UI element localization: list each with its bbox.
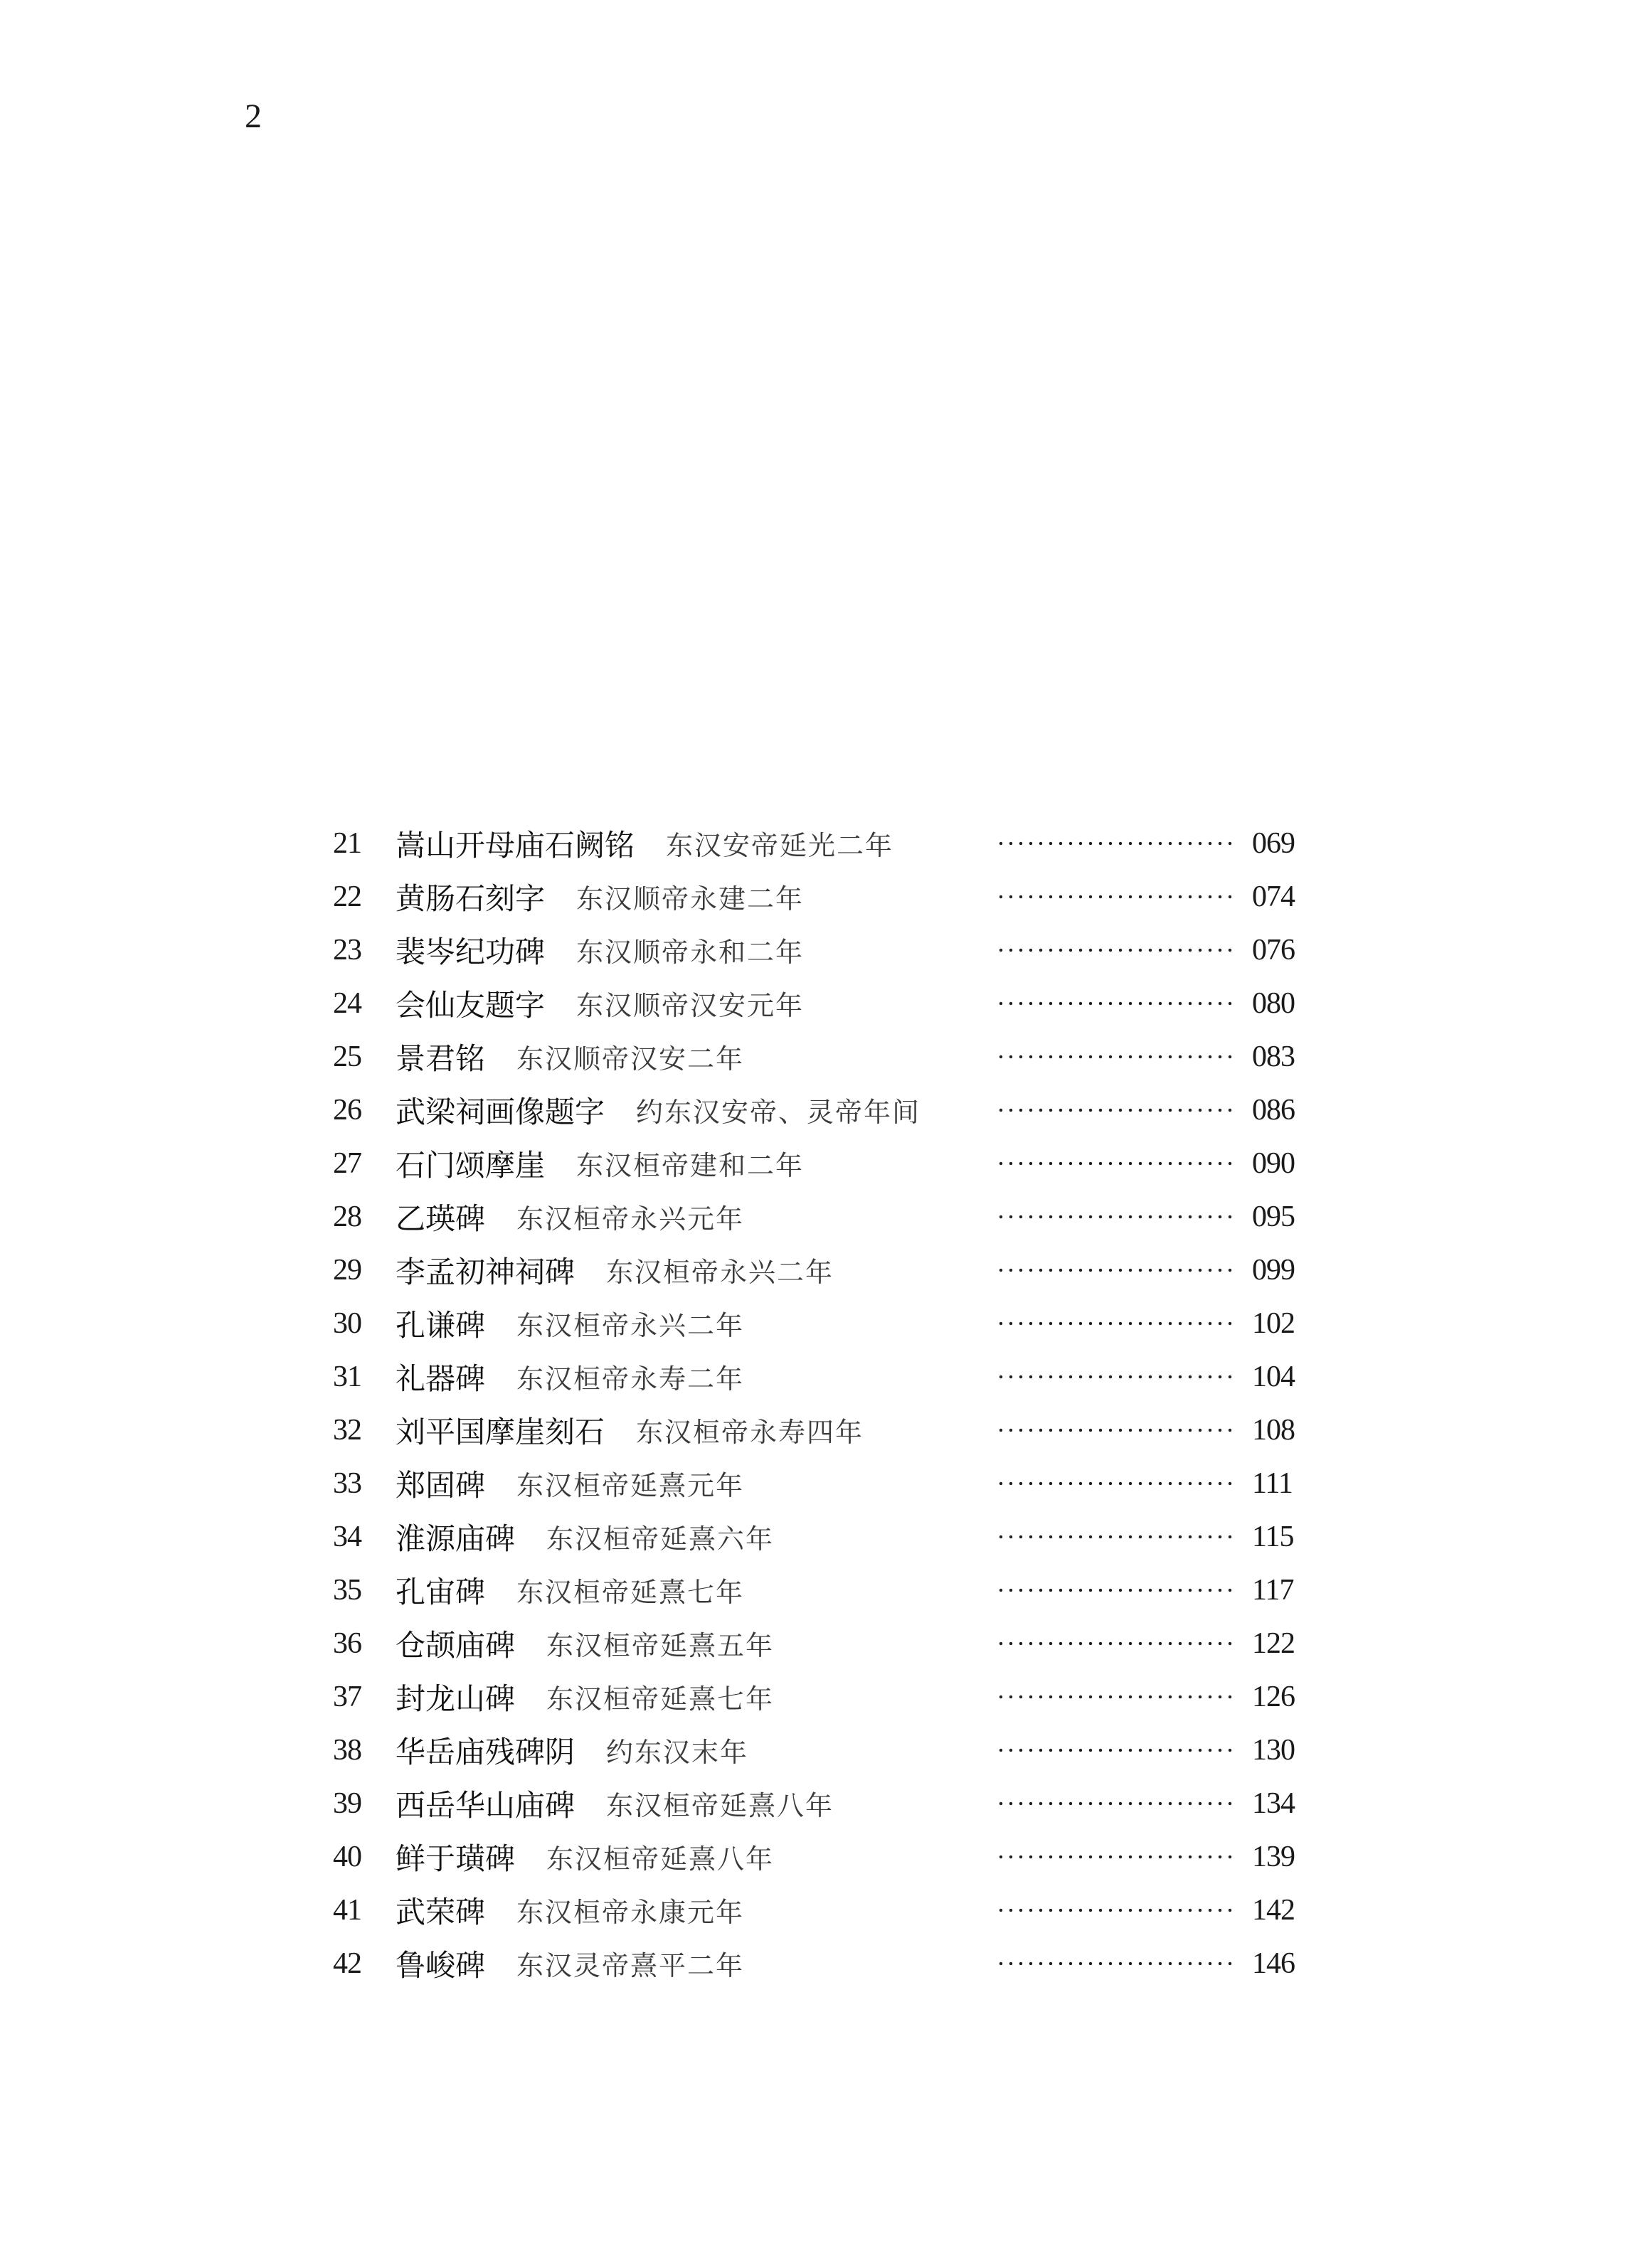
toc-entry[interactable] bbox=[333, 1297, 1329, 1350]
entry-number: 31 bbox=[333, 1360, 361, 1393]
entry-number: 24 bbox=[333, 986, 361, 1020]
dot-leader bbox=[996, 1747, 1236, 1753]
entry-number: 35 bbox=[333, 1573, 361, 1607]
entry-title: 嵩山开母庙石阙铭 bbox=[396, 827, 635, 863]
entry-number: 34 bbox=[333, 1520, 361, 1553]
toc-entry[interactable] bbox=[333, 1883, 1329, 1937]
entry-page: 130 bbox=[1252, 1733, 1295, 1767]
entry-number: 36 bbox=[333, 1627, 361, 1660]
entry-number: 26 bbox=[333, 1093, 361, 1127]
toc-entry[interactable] bbox=[333, 1723, 1329, 1777]
entry-date: 东汉桓帝延熹八年 bbox=[546, 1843, 775, 1875]
entry-date: 东汉桓帝永寿二年 bbox=[516, 1363, 745, 1395]
entry-number: 21 bbox=[333, 826, 361, 860]
toc-entry[interactable] bbox=[333, 1457, 1329, 1510]
dot-leader bbox=[996, 1054, 1236, 1060]
toc-entry[interactable] bbox=[333, 1083, 1329, 1136]
entry-number: 25 bbox=[333, 1040, 361, 1073]
entry-page: 099 bbox=[1252, 1253, 1295, 1287]
entry-date: 约东汉安帝、灵帝年间 bbox=[636, 1097, 921, 1128]
entry-date: 东汉顺帝汉安元年 bbox=[576, 990, 805, 1021]
dot-leader bbox=[996, 1534, 1236, 1540]
dot-leader bbox=[996, 1321, 1236, 1326]
entry-title: 华岳庙残碑阴 bbox=[396, 1734, 575, 1769]
toc-entry[interactable] bbox=[333, 1617, 1329, 1670]
entry-number: 37 bbox=[333, 1680, 361, 1713]
toc-entry[interactable] bbox=[333, 1937, 1329, 1990]
dot-leader bbox=[996, 1961, 1236, 1966]
entry-title: 武荣碑 bbox=[396, 1894, 486, 1929]
entry-number: 40 bbox=[333, 1840, 361, 1873]
entry-page: 076 bbox=[1252, 933, 1295, 967]
entry-title: 孔谦碑 bbox=[396, 1307, 486, 1343]
dot-leader bbox=[996, 1481, 1236, 1486]
dot-leader bbox=[996, 1267, 1236, 1273]
toc-entry[interactable] bbox=[333, 1136, 1329, 1190]
entry-title: 郑固碑 bbox=[396, 1467, 486, 1503]
entry-number: 28 bbox=[333, 1200, 361, 1233]
entry-number: 23 bbox=[333, 933, 361, 967]
entry-number: 27 bbox=[333, 1146, 361, 1180]
entry-page: 146 bbox=[1252, 1947, 1295, 1980]
entry-page: 122 bbox=[1252, 1627, 1295, 1660]
entry-page: 108 bbox=[1252, 1413, 1295, 1447]
entry-date: 东汉桓帝永兴二年 bbox=[606, 1257, 834, 1288]
entry-title: 淮源庙碑 bbox=[396, 1521, 516, 1556]
entry-title: 鲁峻碑 bbox=[396, 1947, 486, 1983]
dot-leader bbox=[996, 1854, 1236, 1860]
toc-entry[interactable] bbox=[333, 976, 1329, 1030]
entry-number: 42 bbox=[333, 1947, 361, 1980]
dot-leader bbox=[996, 1694, 1236, 1700]
toc-entry[interactable] bbox=[333, 1510, 1329, 1563]
toc-entry[interactable] bbox=[333, 1670, 1329, 1723]
entry-number: 30 bbox=[333, 1306, 361, 1340]
entry-page: 069 bbox=[1252, 826, 1295, 860]
entry-page: 083 bbox=[1252, 1040, 1295, 1073]
page-number: 2 bbox=[245, 97, 262, 135]
entry-date: 东汉顺帝汉安二年 bbox=[516, 1043, 745, 1075]
entry-number: 39 bbox=[333, 1787, 361, 1820]
entry-date: 东汉灵帝熹平二年 bbox=[516, 1950, 745, 1981]
entry-date: 东汉桓帝延熹六年 bbox=[546, 1523, 775, 1555]
dot-leader bbox=[996, 1161, 1236, 1166]
entry-date: 东汉桓帝永寿四年 bbox=[636, 1417, 864, 1448]
toc-entry[interactable] bbox=[333, 1777, 1329, 1830]
entry-number: 32 bbox=[333, 1413, 361, 1447]
entry-date: 东汉桓帝永康元年 bbox=[516, 1897, 745, 1928]
entry-date: 东汉桓帝延熹七年 bbox=[516, 1577, 745, 1608]
entry-number: 38 bbox=[333, 1733, 361, 1767]
entry-date: 东汉顺帝永和二年 bbox=[576, 937, 805, 968]
dot-leader bbox=[996, 1427, 1236, 1433]
toc-entry[interactable] bbox=[333, 1190, 1329, 1243]
entry-number: 33 bbox=[333, 1466, 361, 1500]
entry-page: 080 bbox=[1252, 986, 1295, 1020]
entry-page: 117 bbox=[1252, 1573, 1294, 1607]
toc-entry[interactable] bbox=[333, 816, 1329, 870]
toc-entry[interactable] bbox=[333, 1350, 1329, 1403]
entry-title: 礼器碑 bbox=[396, 1361, 486, 1396]
entry-page: 139 bbox=[1252, 1840, 1295, 1873]
entry-number: 41 bbox=[333, 1893, 361, 1927]
entry-page: 134 bbox=[1252, 1787, 1295, 1820]
dot-leader bbox=[996, 894, 1236, 900]
dot-leader bbox=[996, 1587, 1236, 1593]
entry-title: 石门颂摩崖 bbox=[396, 1147, 546, 1183]
entry-date: 东汉桓帝永兴元年 bbox=[516, 1203, 745, 1235]
entry-page: 104 bbox=[1252, 1360, 1295, 1393]
toc-entry[interactable] bbox=[333, 923, 1329, 976]
table-of-contents bbox=[333, 816, 1329, 1990]
toc-entry[interactable] bbox=[333, 1563, 1329, 1617]
entry-title: 会仙友题字 bbox=[396, 987, 546, 1023]
entry-page: 095 bbox=[1252, 1200, 1295, 1233]
dot-leader bbox=[996, 1214, 1236, 1220]
toc-entry[interactable] bbox=[333, 1830, 1329, 1883]
entry-title: 武梁祠画像题字 bbox=[396, 1094, 605, 1129]
toc-entry[interactable] bbox=[333, 1403, 1329, 1457]
entry-title: 西岳华山庙碑 bbox=[396, 1787, 575, 1823]
entry-date: 东汉桓帝延熹元年 bbox=[516, 1470, 745, 1501]
entry-title: 刘平国摩崖刻石 bbox=[396, 1414, 605, 1449]
entry-title: 封龙山碑 bbox=[396, 1681, 516, 1716]
dot-leader bbox=[996, 1001, 1236, 1006]
entry-page: 074 bbox=[1252, 880, 1295, 913]
entry-title: 孔宙碑 bbox=[396, 1574, 486, 1609]
entry-date: 东汉桓帝延熹八年 bbox=[606, 1790, 834, 1821]
entry-page: 115 bbox=[1252, 1520, 1294, 1553]
entry-date: 约东汉末年 bbox=[606, 1737, 749, 1768]
dot-leader bbox=[996, 1107, 1236, 1113]
dot-leader bbox=[996, 841, 1236, 846]
entry-page: 090 bbox=[1252, 1146, 1295, 1180]
toc-entry[interactable] bbox=[333, 870, 1329, 923]
toc-entry[interactable] bbox=[333, 1030, 1329, 1083]
entry-page: 126 bbox=[1252, 1680, 1295, 1713]
dot-leader bbox=[996, 947, 1236, 953]
entry-page: 102 bbox=[1252, 1306, 1295, 1340]
entry-title: 仓颉庙碑 bbox=[396, 1627, 516, 1663]
entry-date: 东汉安帝延光二年 bbox=[666, 830, 894, 861]
entry-number: 29 bbox=[333, 1253, 361, 1287]
entry-number: 22 bbox=[333, 880, 361, 913]
entry-title: 鲜于璜碑 bbox=[396, 1841, 516, 1876]
entry-page: 086 bbox=[1252, 1093, 1295, 1127]
entry-date: 东汉顺帝永建二年 bbox=[576, 883, 805, 915]
dot-leader bbox=[996, 1641, 1236, 1646]
entry-page: 111 bbox=[1252, 1466, 1293, 1500]
entry-date: 东汉桓帝建和二年 bbox=[576, 1150, 805, 1181]
entry-title: 黄肠石刻字 bbox=[396, 880, 546, 916]
entry-date: 东汉桓帝永兴二年 bbox=[516, 1310, 745, 1341]
entry-title: 李孟初神祠碑 bbox=[396, 1254, 575, 1289]
entry-title: 景君铭 bbox=[396, 1040, 486, 1076]
dot-leader bbox=[996, 1374, 1236, 1380]
entry-title: 乙瑛碑 bbox=[396, 1200, 486, 1236]
dot-leader bbox=[996, 1907, 1236, 1913]
entry-title: 裴岑纪功碑 bbox=[396, 934, 546, 969]
entry-date: 东汉桓帝延熹七年 bbox=[546, 1683, 775, 1715]
toc-entry[interactable] bbox=[333, 1243, 1329, 1297]
dot-leader bbox=[996, 1801, 1236, 1806]
entry-date: 东汉桓帝延熹五年 bbox=[546, 1630, 775, 1661]
entry-page: 142 bbox=[1252, 1893, 1295, 1927]
